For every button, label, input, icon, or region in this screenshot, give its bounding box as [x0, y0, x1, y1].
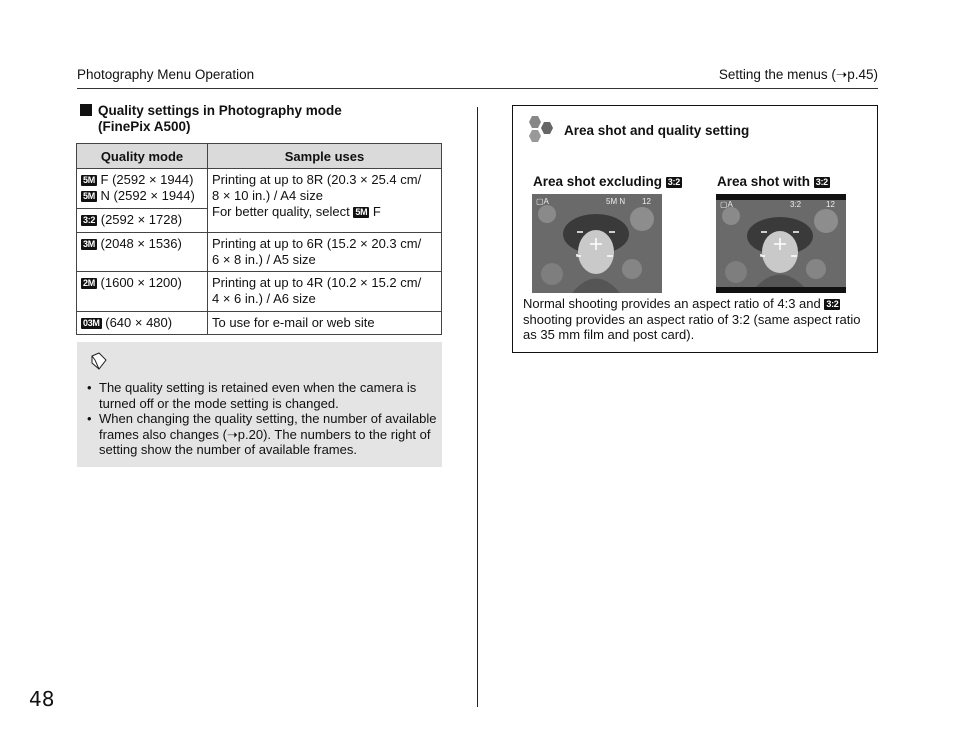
- quality-3-2-icon: 3:2: [667, 177, 680, 187]
- mode-cell: 3M (2048 × 1536): [77, 233, 208, 272]
- list-item: • When changing the quality setting, the number of available frames also changes (➝p.20). The numbers to the right of setting show the number of available frames.: [87, 411, 437, 458]
- lcd-preview-right: [716, 194, 846, 293]
- memo-list: [87, 380, 437, 458]
- page-number: 48: [29, 687, 55, 711]
- table-row: [77, 169, 442, 209]
- lcd-frame-count: 12: [826, 200, 835, 209]
- quality-03m-icon: 03M: [83, 318, 100, 328]
- mode-cell: 3:2 (2592 × 1728): [77, 209, 208, 233]
- lcd-quality: 3:2: [790, 200, 802, 209]
- lcd-mode-indicator: ▢A: [720, 200, 733, 209]
- mode-cell: 2M (1600 × 1200): [77, 272, 208, 312]
- left-photo-caption: Area shot excluding 3:2: [533, 174, 680, 189]
- col-quality-mode: Quality mode: [77, 144, 208, 169]
- quality-section-title: Quality settings in Photography mode (FinePix A500): [80, 103, 342, 135]
- quality-3-2-icon: 3:2: [83, 215, 96, 225]
- area-shot-box: [512, 105, 878, 353]
- area-box-title: Area shot and quality setting: [564, 123, 750, 138]
- memo-box: [77, 342, 442, 467]
- quality-3-2-icon: 3:2: [815, 177, 828, 187]
- quality-3-2-icon: 3:2: [826, 299, 839, 309]
- area-box-description: Normal shooting provides an aspect ratio of 4:3 and 3:2 shooting provides an aspect ratio of 3:2 (same aspect ratio as 35 mm film and post card).: [523, 296, 861, 342]
- list-item: • The quality setting is retained even when the camera is turned off or the mode setting is changed.: [87, 380, 437, 411]
- quality-table: [76, 143, 442, 335]
- hexagon-icon: [523, 114, 559, 148]
- uses-cell: To use for e-mail or web site: [208, 312, 442, 335]
- lcd-mode-indicator: ▢A: [536, 197, 549, 206]
- mode-cell: 5M F (2592 × 1944) 5M N (2592 × 1944): [77, 169, 208, 209]
- lcd-frame-count: 12: [642, 197, 651, 206]
- uses-cell: Printing at up to 4R (10.2 × 15.2 cm/ 4 × 6 in.) / A6 size: [208, 272, 442, 312]
- quality-5m-icon: 5M: [355, 207, 368, 217]
- quality-3m-icon: 3M: [83, 239, 95, 249]
- right-photo-caption: Area shot with 3:2: [717, 174, 828, 189]
- col-sample-uses: Sample uses: [208, 144, 442, 169]
- square-bullet-icon: [80, 104, 92, 116]
- quality-5m-icon: 5M: [83, 175, 95, 185]
- quality-5m-icon: 5M: [83, 191, 95, 201]
- header-divider: [77, 88, 878, 89]
- header-right: Setting the menus (➝p.45): [718, 67, 878, 82]
- header-left: Photography Menu Operation: [77, 67, 255, 82]
- table-row: [77, 233, 442, 272]
- mode-cell: 03M (640 × 480): [77, 312, 208, 335]
- quality-2m-icon: 2M: [83, 278, 95, 288]
- lcd-quality: 5M N: [606, 197, 626, 206]
- memo-icon: [89, 351, 109, 371]
- lcd-preview-left: [532, 194, 662, 293]
- table-row: [77, 312, 442, 335]
- table-row: [77, 272, 442, 312]
- column-divider: [477, 107, 478, 707]
- uses-cell: Printing at up to 6R (15.2 × 20.3 cm/ 6 × 8 in.) / A5 size: [208, 233, 442, 272]
- portrait-photo: [532, 194, 662, 293]
- uses-cell: Printing at up to 8R (20.3 × 25.4 cm/ 8 × 10 in.) / A4 size For better quality, select 5M F: [208, 169, 442, 233]
